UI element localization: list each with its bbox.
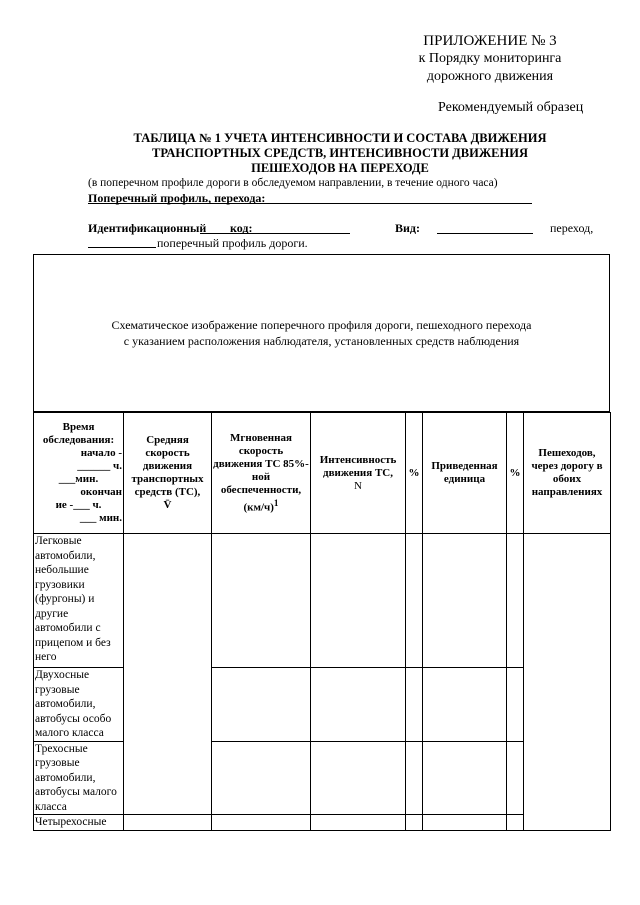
appendix-number: ПРИЛОЖЕНИЕ № 3: [423, 33, 557, 49]
table-cell: [212, 534, 311, 668]
schema-caption-line2: с указанием расположения наблюдателя, установленных средств наблюдения: [123, 334, 520, 348]
document-title: [70, 131, 610, 176]
table-cell: [507, 534, 524, 668]
table-cell: [311, 668, 406, 742]
pedestrians-cell: [524, 534, 611, 831]
time-title: Время обследования:: [42, 421, 115, 446]
profile-label: Поперечный профиль, перехода:: [88, 191, 266, 205]
table-cell: [423, 534, 507, 668]
table-row: [34, 534, 611, 668]
inst-speed-label: Мгновенная скорость движения ТС 85%-ной обеспеченности, (км/ч): [213, 431, 309, 514]
table-cell: [507, 815, 524, 831]
table-cell: [507, 741, 524, 815]
table-cell: [311, 534, 406, 668]
ident-code-label: код:: [230, 221, 253, 235]
time-end: окончан: [80, 486, 122, 498]
table-cell: [406, 668, 423, 742]
table-cell: [406, 741, 423, 815]
title-line1: ТАБЛИЦА № 1 УЧЕТА ИНТЕНСИВНОСТИ И СОСТАВА ДВИЖЕНИЯ: [133, 131, 547, 145]
avg-speed-label: Средняя скорость движения транспортных средств (ТС),: [131, 434, 204, 498]
inst-speed-footnote: 1: [273, 497, 279, 508]
appendix-ref-line1: к Порядку мониторинга: [418, 51, 562, 66]
table-cell: [406, 815, 423, 831]
title-line2: ТРАНСПОРТНЫХ СРЕДСТВ, ИНТЕНСИВНОСТИ ДВИЖЕНИЯ: [152, 146, 528, 160]
time-start: начало -: [80, 447, 122, 459]
percent-header-1: %: [406, 413, 423, 534]
ident-label: Идентификационный: [88, 221, 207, 235]
table-cell: [507, 668, 524, 742]
table-cell: [423, 668, 507, 742]
time-end-hours: ие -___ ч.: [55, 499, 102, 511]
table-cell: [423, 815, 507, 831]
table-cell: [423, 741, 507, 815]
percent-header-2: %: [507, 413, 524, 534]
time-end-minutes: ___ мин.: [79, 512, 122, 524]
table-cell: [212, 668, 311, 742]
intensity-symbol: N: [354, 479, 362, 492]
table-cell: [406, 534, 423, 668]
reduced-unit-header: Приведенная единица: [423, 413, 507, 534]
profile-fill-line2: [88, 247, 156, 248]
ident-kind-label: Вид:: [395, 221, 420, 235]
intensity-label: Интенсивность движения ТС,: [319, 453, 397, 479]
row-label: Четырехосные: [34, 815, 124, 831]
title-line3: ПЕШЕХОДОВ НА ПЕРЕХОДЕ: [251, 161, 429, 175]
code-fill-line: [200, 233, 350, 234]
table-cell: [212, 815, 311, 831]
avg-speed-header: [124, 413, 212, 534]
recommended-sample: Рекомендуемый образец: [438, 100, 584, 115]
avg-speed-cell: [124, 534, 212, 815]
row-label: Легковые автомобили, небольшие грузовики (фургоны) и другие автомобили с прицепом и без него: [34, 534, 124, 668]
intensity-header: [311, 413, 406, 534]
schema-caption-line1: Схематическое изображение поперечного профиля дороги, пешеходного перехода: [111, 318, 532, 332]
ident-crossing: переход,: [550, 221, 594, 235]
kind-fill-line: [437, 233, 533, 234]
traffic-table: [33, 412, 611, 831]
table-cell: [311, 741, 406, 815]
document-subtitle: (в поперечном профиле дороги в обследуемом направлении, в течение одного часа): [88, 177, 498, 189]
profile-fill-line: [88, 203, 532, 204]
inst-speed-header: [212, 413, 311, 534]
table-cell: [124, 815, 212, 831]
appendix-header: [380, 32, 600, 86]
table-cell: [311, 815, 406, 831]
appendix-ref-line2: дорожного движения: [426, 69, 554, 84]
row-label: Двухосные грузовые автомобили, автобусы особо малого класса: [34, 668, 124, 742]
ident-profile-text: поперечный профиль дороги.: [157, 236, 308, 250]
time-header-cell: [34, 413, 124, 534]
schema-caption: [33, 317, 610, 349]
avg-speed-symbol: V̄: [163, 499, 172, 511]
row-label: Трехосные грузовые автомобили, автобусы малого класса: [34, 741, 124, 815]
time-start-minutes: ___мин.: [58, 473, 99, 485]
time-start-hours: ______ ч.: [77, 460, 122, 472]
table-cell: [212, 741, 311, 815]
pedestrians-header: Пешеходов, через дорогу в обоих направлениях: [524, 413, 611, 534]
